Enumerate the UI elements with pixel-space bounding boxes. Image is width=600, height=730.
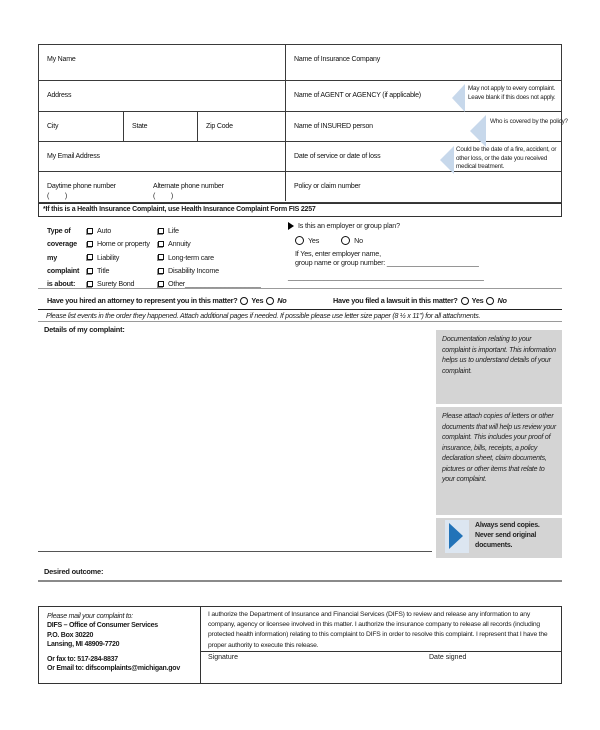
mail-intro: Please mail your complaint to: xyxy=(47,613,133,620)
group-number-blank-2[interactable]: _________________________________________________ xyxy=(288,272,484,281)
my-name-label: My Name xyxy=(47,56,76,63)
fax-line: Or fax to: 517-284-8837 xyxy=(47,656,118,664)
checkbox-disability-income[interactable]: Disability Income xyxy=(158,264,261,277)
desired-outcome-writing-area[interactable] xyxy=(38,583,562,603)
policy-number-field[interactable] xyxy=(286,172,561,201)
state-field[interactable] xyxy=(124,112,198,141)
alternate-phone-area-parens[interactable]: ( ) xyxy=(153,193,174,200)
checkbox-other[interactable]: Other ___________________ xyxy=(158,277,261,290)
group-plan-no-radio[interactable] xyxy=(341,236,350,245)
office-name: DIFS – Office of Consumer Services xyxy=(47,622,158,630)
other-blank-line[interactable]: ___________________ xyxy=(184,279,261,289)
signature-divider xyxy=(201,651,561,652)
attorney-yes-label: Yes xyxy=(251,296,264,305)
attorney-question-row xyxy=(47,296,287,305)
group-plan-yes-radio[interactable] xyxy=(295,236,304,245)
attorney-no-radio[interactable] xyxy=(266,297,274,305)
group-plan-radio-row xyxy=(295,236,484,245)
coverage-column-2 xyxy=(158,224,261,290)
checkbox-icon[interactable] xyxy=(87,254,93,260)
checkbox-icon[interactable] xyxy=(158,228,164,234)
group-plan-section xyxy=(288,221,484,281)
insurance-company-field[interactable] xyxy=(286,45,561,80)
lawsuit-no-label: No xyxy=(497,296,507,305)
checkbox-icon[interactable] xyxy=(158,281,164,287)
lawsuit-yes-label: Yes xyxy=(471,296,484,305)
insurance-company-label: Name of Insurance Company xyxy=(294,56,381,63)
checkbox-home-or-property[interactable]: Home or property xyxy=(87,237,150,250)
lawsuit-yes-radio[interactable] xyxy=(461,297,469,305)
address-field[interactable] xyxy=(39,81,286,111)
lawsuit-question: Have you filed a lawsuit in this matter? xyxy=(333,296,458,305)
checkbox-long-term-care[interactable]: Long-term care xyxy=(158,251,261,264)
authorization-text: I authorize the Department of Insurance and Financial Services (DIFS) to review and release any information to any company, agency or licensee involved in this matter. I authorize the insurance company to release all records (including protected health information) relating to this complaint to DIFS in order to resolve this complaint. I represent that I have the proper authority to execute this release. xyxy=(208,611,548,649)
po-box: P.O. Box 30220 xyxy=(47,631,94,639)
right-arrow-icon xyxy=(449,523,463,549)
row-phones-policy xyxy=(39,172,561,201)
arrow-background-square xyxy=(445,520,469,553)
attachment-instructions: Please list events in the order they happened. Attach additional pages if needed. If possible please use letter size paper (8 ½ x 11") for all attachments. xyxy=(46,312,481,320)
details-bottom-rule xyxy=(38,551,432,552)
pointer-arrow-icon xyxy=(288,222,294,230)
daytime-phone-area-parens[interactable]: ( ) xyxy=(47,193,68,200)
lawsuit-no-radio[interactable] xyxy=(486,297,494,305)
date-signed-writing-area[interactable] xyxy=(422,663,561,685)
email-label: My Email Address xyxy=(47,153,100,160)
agent-note: May not apply to every complaint. Leave blank if this does not apply. xyxy=(468,85,556,101)
agent-note-triangle-icon xyxy=(452,84,465,112)
city-state-zip: Lansing, MI 48909-7720 xyxy=(47,640,120,648)
group-number-blank[interactable]: _______________________ xyxy=(386,258,479,267)
checkbox-icon[interactable] xyxy=(158,241,164,247)
email-field[interactable] xyxy=(39,142,286,171)
phone-fields[interactable] xyxy=(39,172,286,201)
date-signed-label: Date signed xyxy=(429,654,467,661)
sidebar-attachments-note: Please attach copies of letters or other documents that will help us review your complaint. This includes your proof of insurance, bills, receipts, a policy declaration sheet, claim documents, pictures or other items that relate to your complaint. xyxy=(436,407,562,515)
checkbox-auto[interactable]: Auto xyxy=(87,224,150,237)
insured-note: Who is covered by the policy? xyxy=(490,118,568,125)
attorney-no-label: No xyxy=(277,296,287,305)
insured-note-triangle-icon xyxy=(470,115,486,147)
date-note: Could be the date of a fire, accident, or other loss, or the date you received medical treatment. xyxy=(456,146,557,171)
city-label: City xyxy=(47,123,59,130)
checkbox-icon[interactable] xyxy=(158,268,164,274)
group-plan-question: Is this an employer or group plan? xyxy=(288,221,484,230)
state-label: State xyxy=(132,123,148,130)
date-note-triangle-icon xyxy=(440,146,454,174)
city-field[interactable] xyxy=(39,112,124,141)
email-line: Or Email to: difscomplaints@michigan.gov xyxy=(47,665,180,673)
footer-section xyxy=(38,606,562,684)
lawsuit-question-row xyxy=(333,296,507,305)
checkbox-icon[interactable] xyxy=(87,228,93,234)
details-label: Details of my complaint: xyxy=(44,325,125,334)
checkbox-icon[interactable] xyxy=(87,281,93,287)
agent-label: Name of AGENT or AGENCY (if applicable) xyxy=(294,92,421,99)
attorney-yes-radio[interactable] xyxy=(240,297,248,305)
alternate-phone-label: Alternate phone number xyxy=(153,183,224,190)
if-yes-line2: group name or group number: _______________________ xyxy=(295,258,479,267)
zip-field[interactable] xyxy=(198,112,286,141)
signature-writing-area[interactable] xyxy=(201,663,421,685)
group-plan-no-label: No xyxy=(354,236,363,245)
copies-warning-text: Always send copies. Never send original documents. xyxy=(475,522,540,549)
checkbox-life[interactable]: Life xyxy=(158,224,261,237)
coverage-column-1 xyxy=(87,224,150,290)
coverage-type-label: Type of coverage my complaint is about: xyxy=(47,226,80,289)
mailing-info-cell xyxy=(39,607,201,683)
checkbox-icon[interactable] xyxy=(87,268,93,274)
policy-number-label: Policy or claim number xyxy=(294,183,361,190)
sidebar-documentation-note: Documentation relating to your complaint is important. This information helps us to understand details of your complaint. xyxy=(436,330,562,404)
health-insurance-note: *If this is a Health Insurance Complaint, use Health Insurance Complaint Form FIS 2257 xyxy=(38,203,562,217)
my-name-field[interactable] xyxy=(39,45,286,80)
daytime-phone-label: Daytime phone number xyxy=(47,183,116,190)
coverage-section-divider xyxy=(38,288,562,289)
desired-outcome-label: Desired outcome: xyxy=(44,567,104,576)
instructions-divider xyxy=(38,321,562,322)
row-name xyxy=(39,45,561,81)
insured-label: Name of INSURED person xyxy=(294,123,373,130)
details-writing-area[interactable] xyxy=(38,335,428,550)
checkbox-surety-bond[interactable]: Surety Bond xyxy=(87,277,150,290)
address-label: Address xyxy=(47,92,72,99)
zip-label: Zip Code xyxy=(206,123,233,130)
checkbox-icon[interactable] xyxy=(87,241,93,247)
question-divider xyxy=(38,309,562,310)
signature-label: Signature xyxy=(208,654,238,661)
alternate-phone-field[interactable] xyxy=(153,175,224,200)
checkbox-liability[interactable]: Liability xyxy=(87,251,150,264)
desired-outcome-rule xyxy=(38,580,562,582)
date-of-service-label: Date of service or date of loss xyxy=(294,153,381,160)
if-yes-line1: If Yes, enter employer name, xyxy=(295,249,381,258)
sidebar-copies-warning xyxy=(436,518,562,558)
checkbox-icon[interactable] xyxy=(158,254,164,260)
checkbox-title[interactable]: Title xyxy=(87,264,150,277)
group-plan-yes-label: Yes xyxy=(308,236,320,245)
authorization-cell xyxy=(201,607,561,683)
checkbox-annuity[interactable]: Annuity xyxy=(158,237,261,250)
attorney-question: Have you hired an attorney to represent you in this matter? xyxy=(47,296,238,305)
